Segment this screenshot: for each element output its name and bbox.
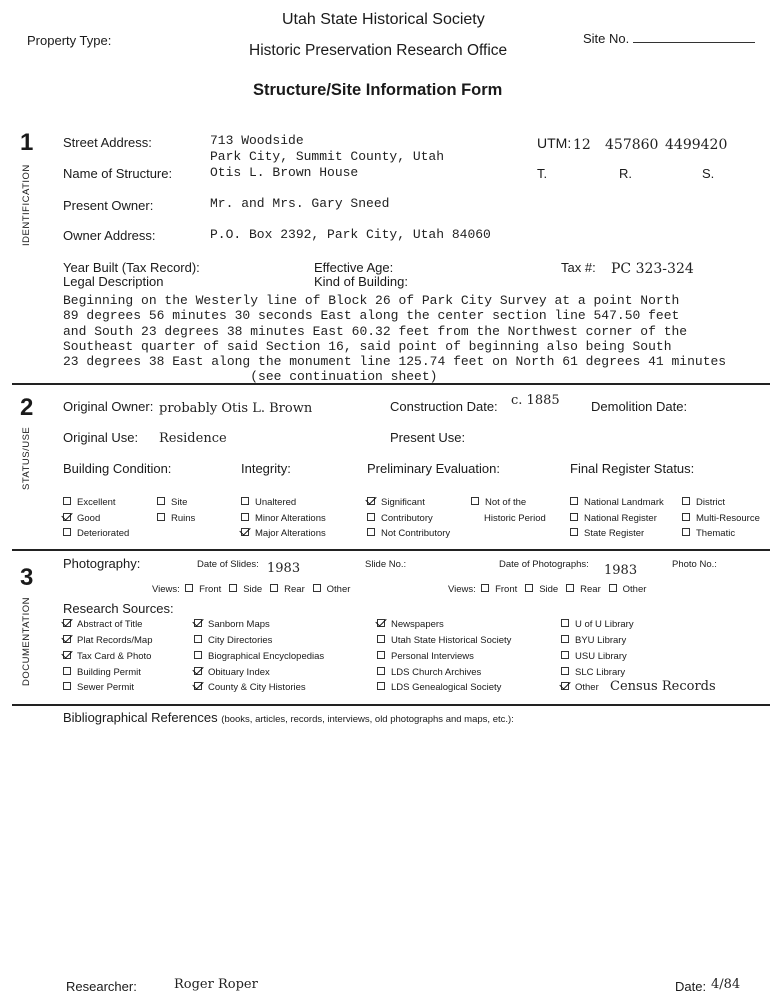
original-owner-label: Original Owner: [63,399,154,414]
final-thematic[interactable]: Thematic [682,528,735,539]
checkbox-icon [194,635,202,643]
prelim-historic-period: Historic Period [484,513,546,524]
final-district[interactable]: District [682,497,725,508]
source-obituary-index[interactable]: Obituary Index [194,667,270,678]
section-2-number: 2 [20,394,34,421]
checkbox-icon [157,513,165,521]
checkbox-icon [570,513,578,521]
date-of-photographs-label: Date of Photographs: [499,559,589,570]
researcher-label: Researcher: [66,979,137,994]
checkbox-icon [481,584,489,592]
section-divider-3 [12,704,770,706]
demolition-date-label: Demolition Date: [591,399,688,414]
checkbox-icon [63,667,71,675]
checked-box-icon [63,513,71,521]
checkbox-icon [313,584,321,592]
source-personal-interviews[interactable]: Personal Interviews [377,651,474,662]
source-abstract-of-title[interactable]: Abstract of Title [63,619,142,630]
effective-age-label: Effective Age: [314,260,394,275]
section-divider-1 [12,383,770,385]
year-built-label: Year Built (Tax Record): [63,260,200,275]
present-owner-value: Mr. and Mrs. Gary Sneed [210,196,390,211]
date-of-photographs-value: 1983 [604,563,638,578]
photo-view-front[interactable]: Front [481,584,517,595]
legal-description-label: Legal Description [63,274,164,289]
photo-no-label: Photo No.: [672,559,717,570]
utm-easting: 457860 [605,137,659,153]
photo-views: Views: Front Side Rear Other [448,584,647,595]
final-national-register[interactable]: National Register [570,513,657,524]
construction-date-label: Construction Date: [390,399,498,414]
checkbox-icon [367,528,375,536]
legal-description-text: Beginning on the Westerly line of Block 26 of Park City Survey at a point North 89 degrees 56 minutes 30 seconds East along the center section line 547.50 feet and South 23 degrees 38 minutes East 60.32 feet from the Northwest corner of the Southeast quarter of said Section 16, said point of beginning also being South 23 degrees 38 East along the monument line 125.74 feet on North 61 degrees 41 minutes (see continuation sheet) [63,293,727,385]
office-name: Historic Preservation Research Office [249,42,508,59]
prelim-not-contributory[interactable]: Not Contributory [367,528,450,539]
slide-no-label: Slide No.: [365,559,407,570]
checkbox-icon [63,528,71,536]
condition-ruins[interactable]: Ruins [157,513,195,524]
name-of-structure-label: Name of Structure: [63,166,173,181]
property-type-label: Property Type: [27,33,112,48]
checkbox-icon [377,682,385,690]
photo-view-other[interactable]: Other [609,584,647,595]
checkbox-icon [194,651,202,659]
present-use-label: Present Use: [390,430,466,445]
slide-view-rear[interactable]: Rear [270,584,305,595]
slide-view-other[interactable]: Other [313,584,351,595]
checked-box-icon [194,682,202,690]
checked-box-icon [63,635,71,643]
preliminary-evaluation-label: Preliminary Evaluation: [367,461,500,476]
org-name: Utah State Historical Society [282,11,485,28]
site-no-field[interactable] [633,42,755,43]
building-condition-label: Building Condition: [63,461,172,476]
utm-label: UTM: [537,135,572,151]
checked-box-icon [194,667,202,675]
construction-date-value: c. 1885 [511,393,560,408]
checkbox-icon [561,651,569,659]
prelim-contributory[interactable]: Contributory [367,513,433,524]
original-owner-value: probably Otis L. Brown [159,401,313,416]
source-other-value: Census Records [610,679,716,694]
final-state-register[interactable]: State Register [570,528,644,539]
checkbox-icon [609,584,617,592]
checked-box-icon [377,619,385,627]
researcher-value: Roger Roper [174,977,258,992]
form-title: Structure/Site Information Form [253,81,503,99]
source-utah-state-historical-society[interactable]: Utah State Historical Society [377,635,511,646]
section-2-vertical-label: STATUS/USE [21,426,32,490]
bibliographical-references-label: Bibliographical References (books, articles, records, interviews, old photographs and maps, etc.): [63,710,514,725]
source-city-directories[interactable]: City Directories [194,635,272,646]
prelim-significant[interactable]: Significant [367,497,425,508]
checkbox-icon [525,584,533,592]
checkbox-icon [241,513,249,521]
condition-good[interactable]: Good [63,513,100,524]
checkbox-icon [566,584,574,592]
source-county-city-histories[interactable]: County & City Histories [194,682,306,693]
source-sanborn-maps[interactable]: Sanborn Maps [194,619,270,630]
checkbox-icon [561,635,569,643]
photography-label: Photography: [63,556,141,571]
street-address-line2: Park City, Summit County, Utah [210,149,445,164]
source-other[interactable]: Other [561,682,599,693]
condition-site[interactable]: Site [157,497,187,508]
source-u-of-u-library[interactable]: U of U Library [561,619,634,630]
checkbox-icon [682,497,690,505]
final-multi-resource[interactable]: Multi-Resource [682,513,760,524]
slide-views: Views: Front Side Rear Other [152,584,351,595]
checkbox-icon [270,584,278,592]
tax-number-label: Tax #: [561,260,596,275]
checkbox-icon [471,497,479,505]
kind-of-building-label: Kind of Building: [314,274,408,289]
utm-zone: 12 [573,137,591,153]
research-sources-label: Research Sources: [63,601,174,616]
section-divider-2 [12,549,770,551]
source-newspapers[interactable]: Newspapers [377,619,444,630]
source-plat-records[interactable]: Plat Records/Map [63,635,153,646]
name-of-structure-value: Otis L. Brown House [210,165,359,180]
integrity-label: Integrity: [241,461,291,476]
original-use-label: Original Use: [63,430,139,445]
final-register-status-label: Final Register Status: [570,461,695,476]
checkbox-icon [377,651,385,659]
slide-view-side[interactable]: Side [229,584,262,595]
checked-box-icon [561,682,569,690]
source-lds-genealogical-society[interactable]: LDS Genealogical Society [377,682,501,693]
source-slc-library[interactable]: SLC Library [561,667,625,678]
checkbox-icon [63,682,71,690]
range-label: R. [619,166,632,181]
street-address-label: Street Address: [63,135,152,150]
prelim-not-of-the[interactable]: Not of the [471,497,526,508]
checkbox-icon [367,513,375,521]
original-use-value: Residence [159,431,227,446]
date-of-slides-value: 1983 [267,561,301,576]
checkbox-icon [682,528,690,536]
integrity-major[interactable]: Major Alterations [241,528,326,539]
section-label: S. [702,166,715,181]
checked-box-icon [63,651,71,659]
source-lds-church-archives[interactable]: LDS Church Archives [377,667,481,678]
condition-excellent[interactable]: Excellent [63,497,116,508]
source-building-permit[interactable]: Building Permit [63,667,141,678]
checked-box-icon [194,619,202,627]
integrity-unaltered[interactable]: Unaltered [241,497,296,508]
checkbox-icon [570,497,578,505]
condition-deteriorated[interactable]: Deteriorated [63,528,129,539]
present-owner-label: Present Owner: [63,198,154,213]
section-3-number: 3 [20,564,34,591]
checkbox-icon [229,584,237,592]
street-address-line1: 713 Woodside [210,133,304,148]
source-byu-library[interactable]: BYU Library [561,635,626,646]
source-usu-library[interactable]: USU Library [561,651,627,662]
date-label: Date: [675,979,707,994]
date-of-slides-label: Date of Slides: [197,559,259,570]
final-national-landmark[interactable]: National Landmark [570,497,664,508]
checkbox-icon [63,497,71,505]
slide-view-front[interactable]: Front [185,584,221,595]
section-1-number: 1 [20,129,34,156]
checkbox-icon [561,619,569,627]
checkbox-icon [682,513,690,521]
checkbox-icon [157,497,165,505]
site-no-label: Site No. [583,31,755,46]
utm-northing: 4499420 [665,137,728,153]
checked-box-icon [241,528,249,536]
owner-address-value: P.O. Box 2392, Park City, Utah 84060 [210,227,491,242]
section-3-vertical-label: DOCUMENTATION [21,596,32,686]
checked-box-icon [63,619,71,627]
checkbox-icon [570,528,578,536]
checkbox-icon [561,667,569,675]
source-biographical-encyclopedias[interactable]: Biographical Encyclopedias [194,651,324,662]
checked-box-icon [367,497,375,505]
tax-number-value: PC 323-324 [611,261,694,277]
checkbox-icon [241,497,249,505]
source-sewer-permit[interactable]: Sewer Permit [63,682,134,693]
photo-view-rear[interactable]: Rear [566,584,601,595]
date-value: 4/84 [711,977,741,992]
owner-address-label: Owner Address: [63,228,156,243]
photo-view-side[interactable]: Side [525,584,558,595]
section-1-vertical-label: IDENTIFICATION [21,164,32,246]
source-tax-card[interactable]: Tax Card & Photo [63,651,151,662]
township-label: T. [537,166,548,181]
checkbox-icon [377,667,385,675]
integrity-minor[interactable]: Minor Alterations [241,513,326,524]
checkbox-icon [185,584,193,592]
checkbox-icon [377,635,385,643]
